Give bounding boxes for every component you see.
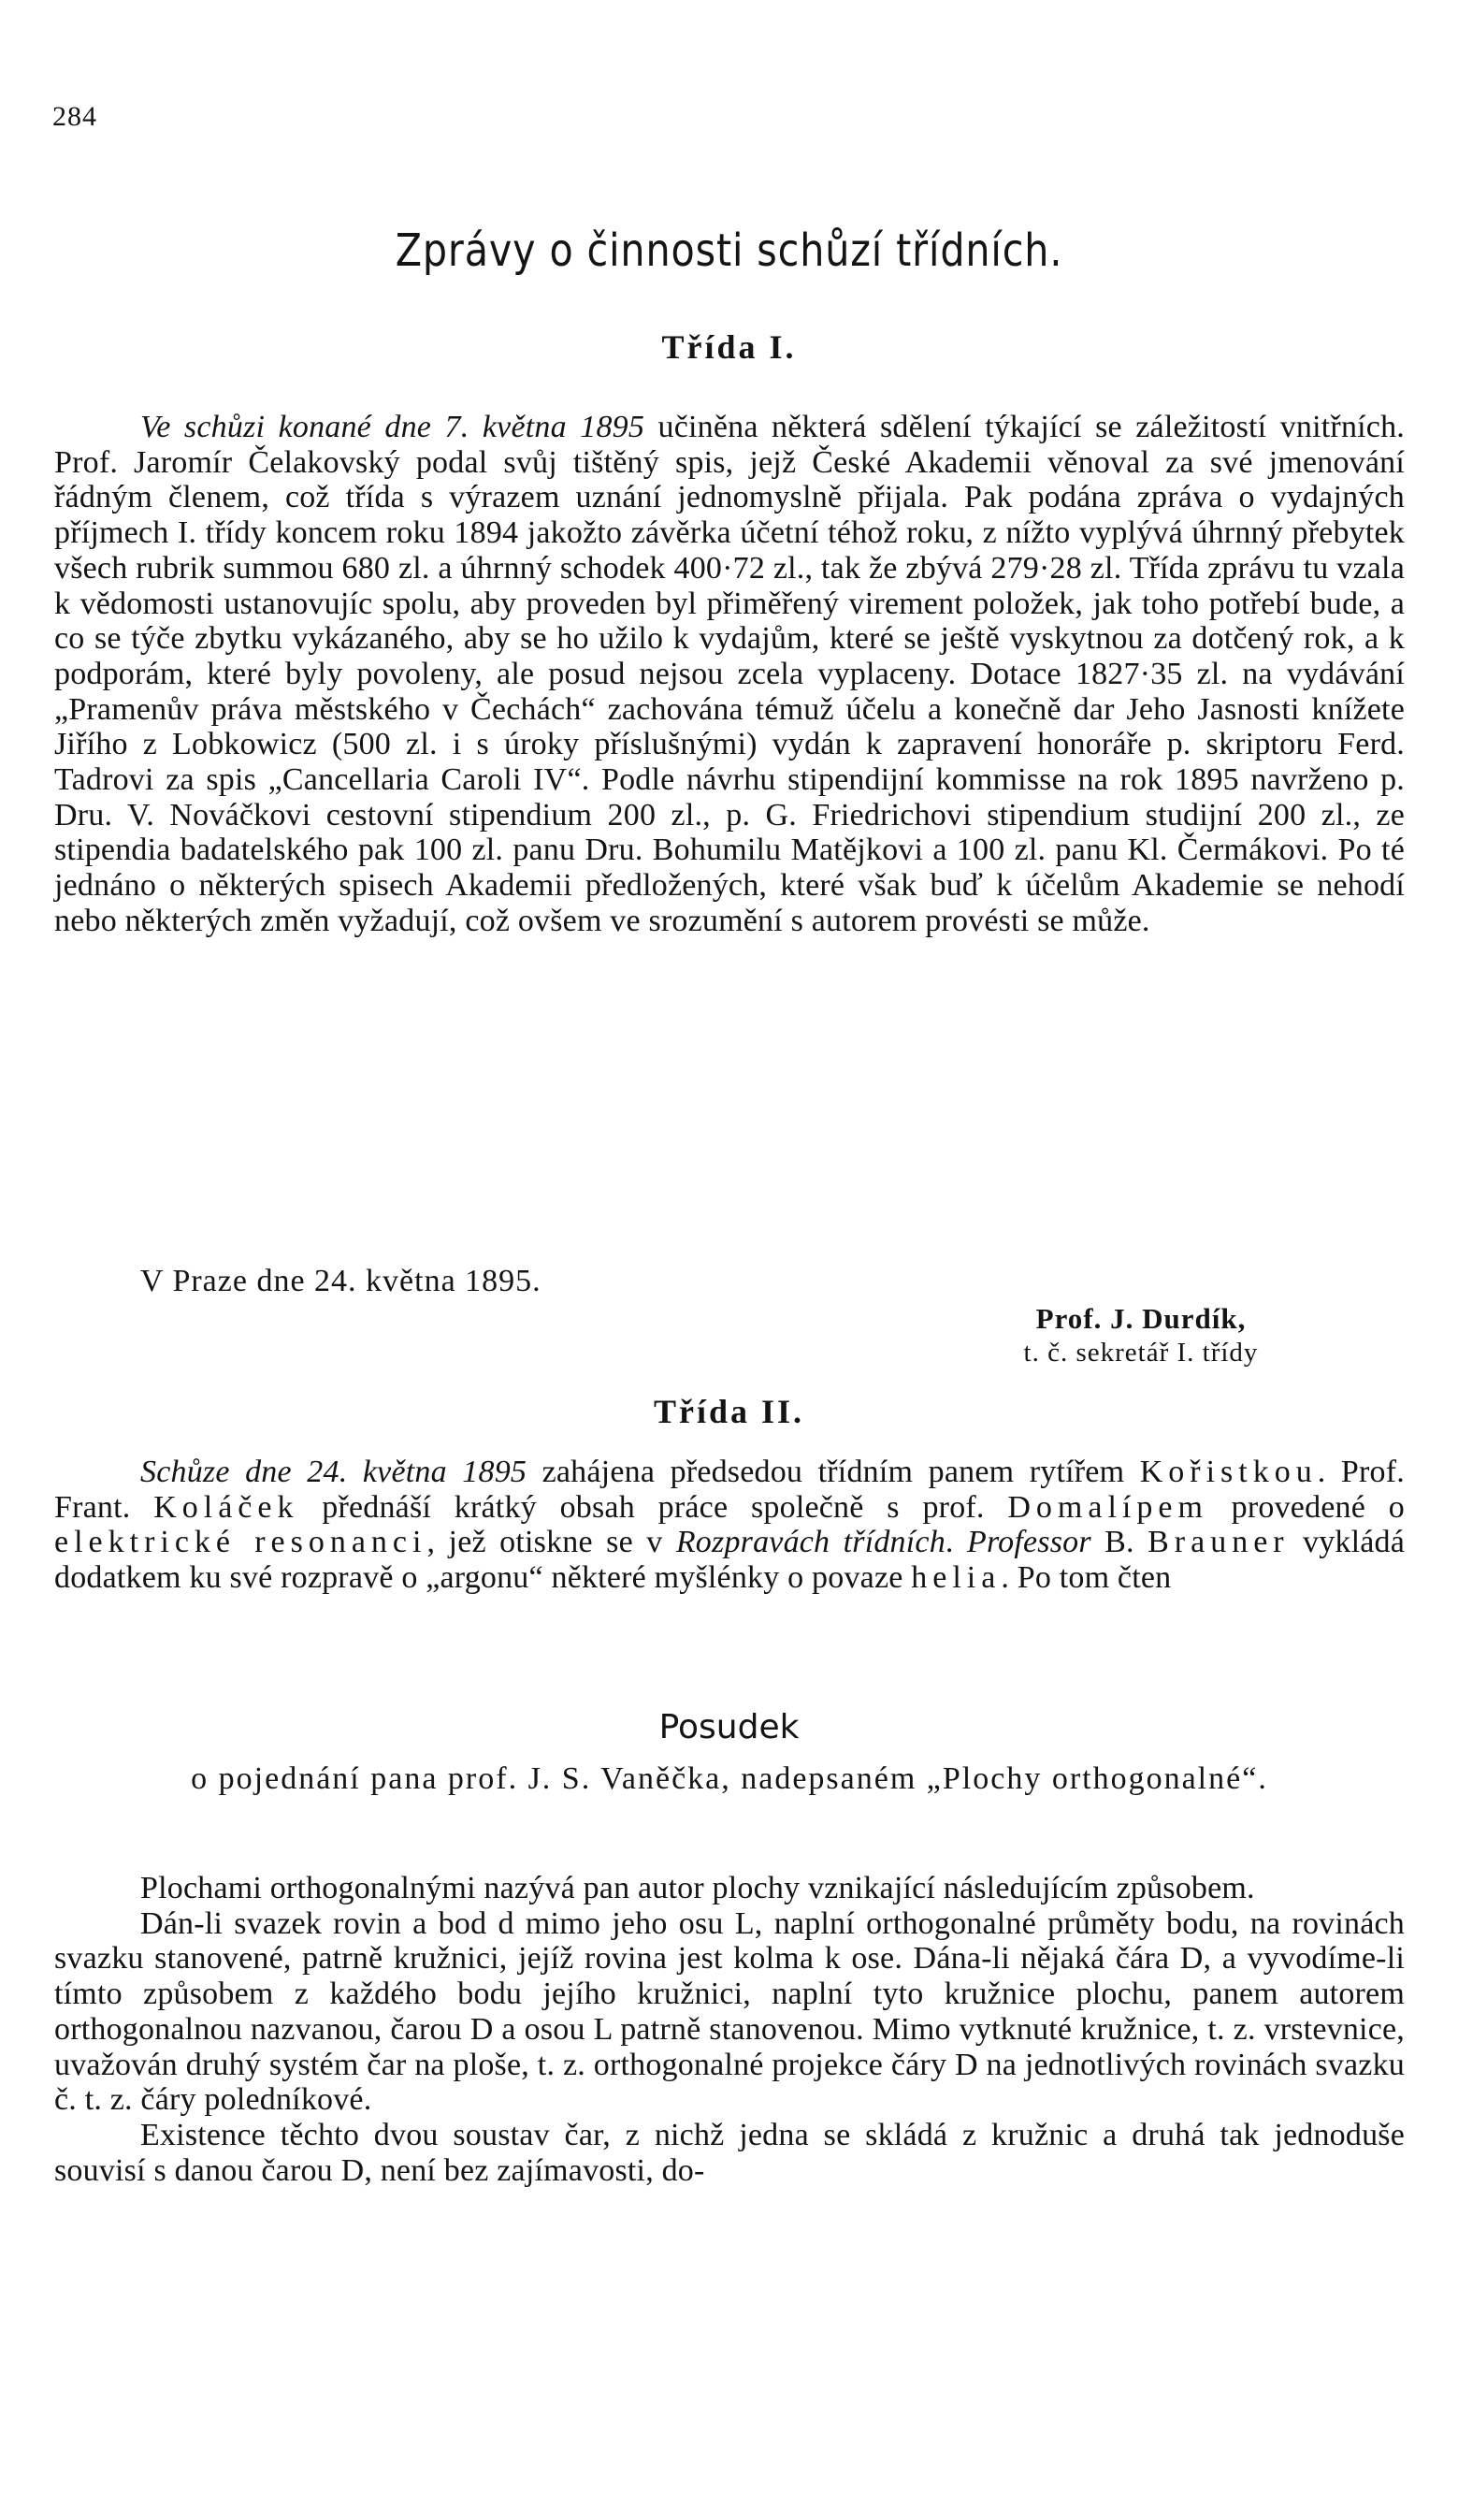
section-2-run: Brauner: [1148, 1525, 1290, 1560]
section-2-run: zahájena předsedou třídním panem rytířem: [527, 1455, 1140, 1489]
section-2-text: [54, 1455, 1405, 1596]
section-2-paragraph: [54, 1455, 1405, 1596]
section-2-run: Kořistkou: [1139, 1455, 1318, 1489]
section-1-body: učiněna některá sdělení týkající se záležitostí vnitřních. Prof. Jaromír Čelakovský podal svůj tištěný spis, jejž České Akademii věnoval za své jmenování řádným členem, což třída s výrazem uznání jednomyslně přijala. Pak podána zpráva o vydajných příjmech I. třídy koncem roku 1894 jakožto závěrka účetní téhož roku, z nížto vyplývá úhrnný přebytek všech rubrik summou 680 zl. a úhrnný schodek 400·72 zl., tak že zbývá 279·28 zl. Třída zprávu tu vzala k vědomosti ustanovujíc spolu, aby proveden byl přiměřený virement položek, jak toho potřebí bude, a co se týče zbytku vykázaného, aby se ho užilo k vydajům, které se ještě vyskytnou za dotčený rok, a k podporám, které byly povoleny, ale posud nejsou zcela vyplaceny. Dotace 1827·35 zl. na vydávání „Pramenův práva městského v Čechách“ zachována témuž účelu a konečně dar Jeho Jasnosti knížete Jiřího z Lobkowicz (500 zl. i s úroky příslušnými) vydán k zapravení honoráře p. skriptoru Ferd. Tadrovi za spis „Cancellaria Caroli IV“. Podle návrhu stipendijní kommisse na rok 1895 navrženo p. Dru. V. Nováčkovi cestovní stipendium 200 zl., p. G. Friedrichovi stipendium studijní 200 zl., ze stipendia badatelského pak 100 zl. panu Dru. Bohumilu Matějkovi a 100 zl. panu Kl. Čermákovi. Po té jednáno o některých spisech Akademii předložených, které však buď k účelům Akademie se nehodí nebo některých změn vyžadují, což ovšem ve srozumění s autorem provésti se může.: [54, 410, 1405, 938]
section-2-run: helia: [911, 1560, 1002, 1596]
section-2-run: vykládá dodatkem ku své rozpravě o „argonu“ některé myšlénky o povaze: [54, 1525, 1406, 1596]
section-2-run: provedené o: [1207, 1489, 1405, 1525]
page-title: Zprávy o činnosti schůzí třídních.: [395, 224, 1063, 277]
date-line: V Praze dne 24. května 1895.: [140, 1264, 541, 1298]
section-2-run: Koláček: [153, 1489, 299, 1525]
review-heading: Posudek: [658, 1708, 800, 1746]
section-1-paragraph: [54, 410, 1405, 939]
section-2-run: , jež otiskne se v: [426, 1525, 676, 1560]
review-paragraph-2: Dán-li svazek rovin a bod d mimo jeho osu L, naplní orthogonalné průměty bodu, na rovinách svazku stanovené, patrně kružnici, jejíž rovina jest kolma k ose. Dána-li nějaká čára D, a vyvodíme-li tímto způsobem z každého bodu jejího kružnici, naplní tyto kružnice plochu, panem autorem orthogonalnou nazvanou, čarou D a osou L patrně stanovenou. Mimo vytknuté kružnice, t. z. vrstevnice, uvažován druhý systém čar na ploše, t. z. orthogonalné projekce čáry D na jednotlivých rovinách svazku č. t. z. čáry poledníkové.: [54, 1905, 1405, 2118]
section-2-run: .: [945, 1525, 967, 1560]
signature-role: t. č. sekretář I. třídy: [1023, 1338, 1259, 1368]
review-subtitle: o pojednání pana prof. J. S. Vaněčka, nadepsaném „Plochy orthogonalné“.: [191, 1761, 1268, 1796]
section-2-run: Schůze dne 24. května 1895: [140, 1455, 527, 1489]
section-2-run: Professor: [966, 1525, 1091, 1560]
section-2-run: Domalípem: [1007, 1489, 1208, 1525]
review-paragraph-3: Existence těchto dvou soustav čar, z nichž jedna se skládá z kružnic a druhá tak jednoduše souvisí s danou čarou D, není bez zajímavosti, do-: [54, 2117, 1405, 2188]
section-2-run: . Prof. Frant.: [54, 1455, 1405, 1525]
signature-name: Prof. J. Durdík,: [1035, 1302, 1247, 1335]
section-2-run: Rozpravách třídních: [675, 1525, 946, 1560]
section-2-heading: Třída II.: [653, 1393, 805, 1430]
section-1-heading: Třída I.: [661, 328, 797, 366]
section-2-run: přednáší krátký obsah práce společně s prof.: [298, 1489, 1008, 1525]
review-body: [54, 1871, 1405, 2188]
section-2-run: elektrické resonanci: [54, 1525, 427, 1560]
section-2-run: . Po tom čten: [1001, 1560, 1172, 1596]
page-number: 284: [52, 101, 97, 132]
signature-block: [1001, 1302, 1281, 1369]
section-1-lead: Ve schůzi konané dne 7. května 1895: [140, 410, 645, 444]
section-2-run: B.: [1090, 1525, 1148, 1560]
review-paragraph-1: Plochami orthogonalnými nazývá pan autor plochy vznikající následujícím způsobem.: [140, 1871, 1255, 1905]
